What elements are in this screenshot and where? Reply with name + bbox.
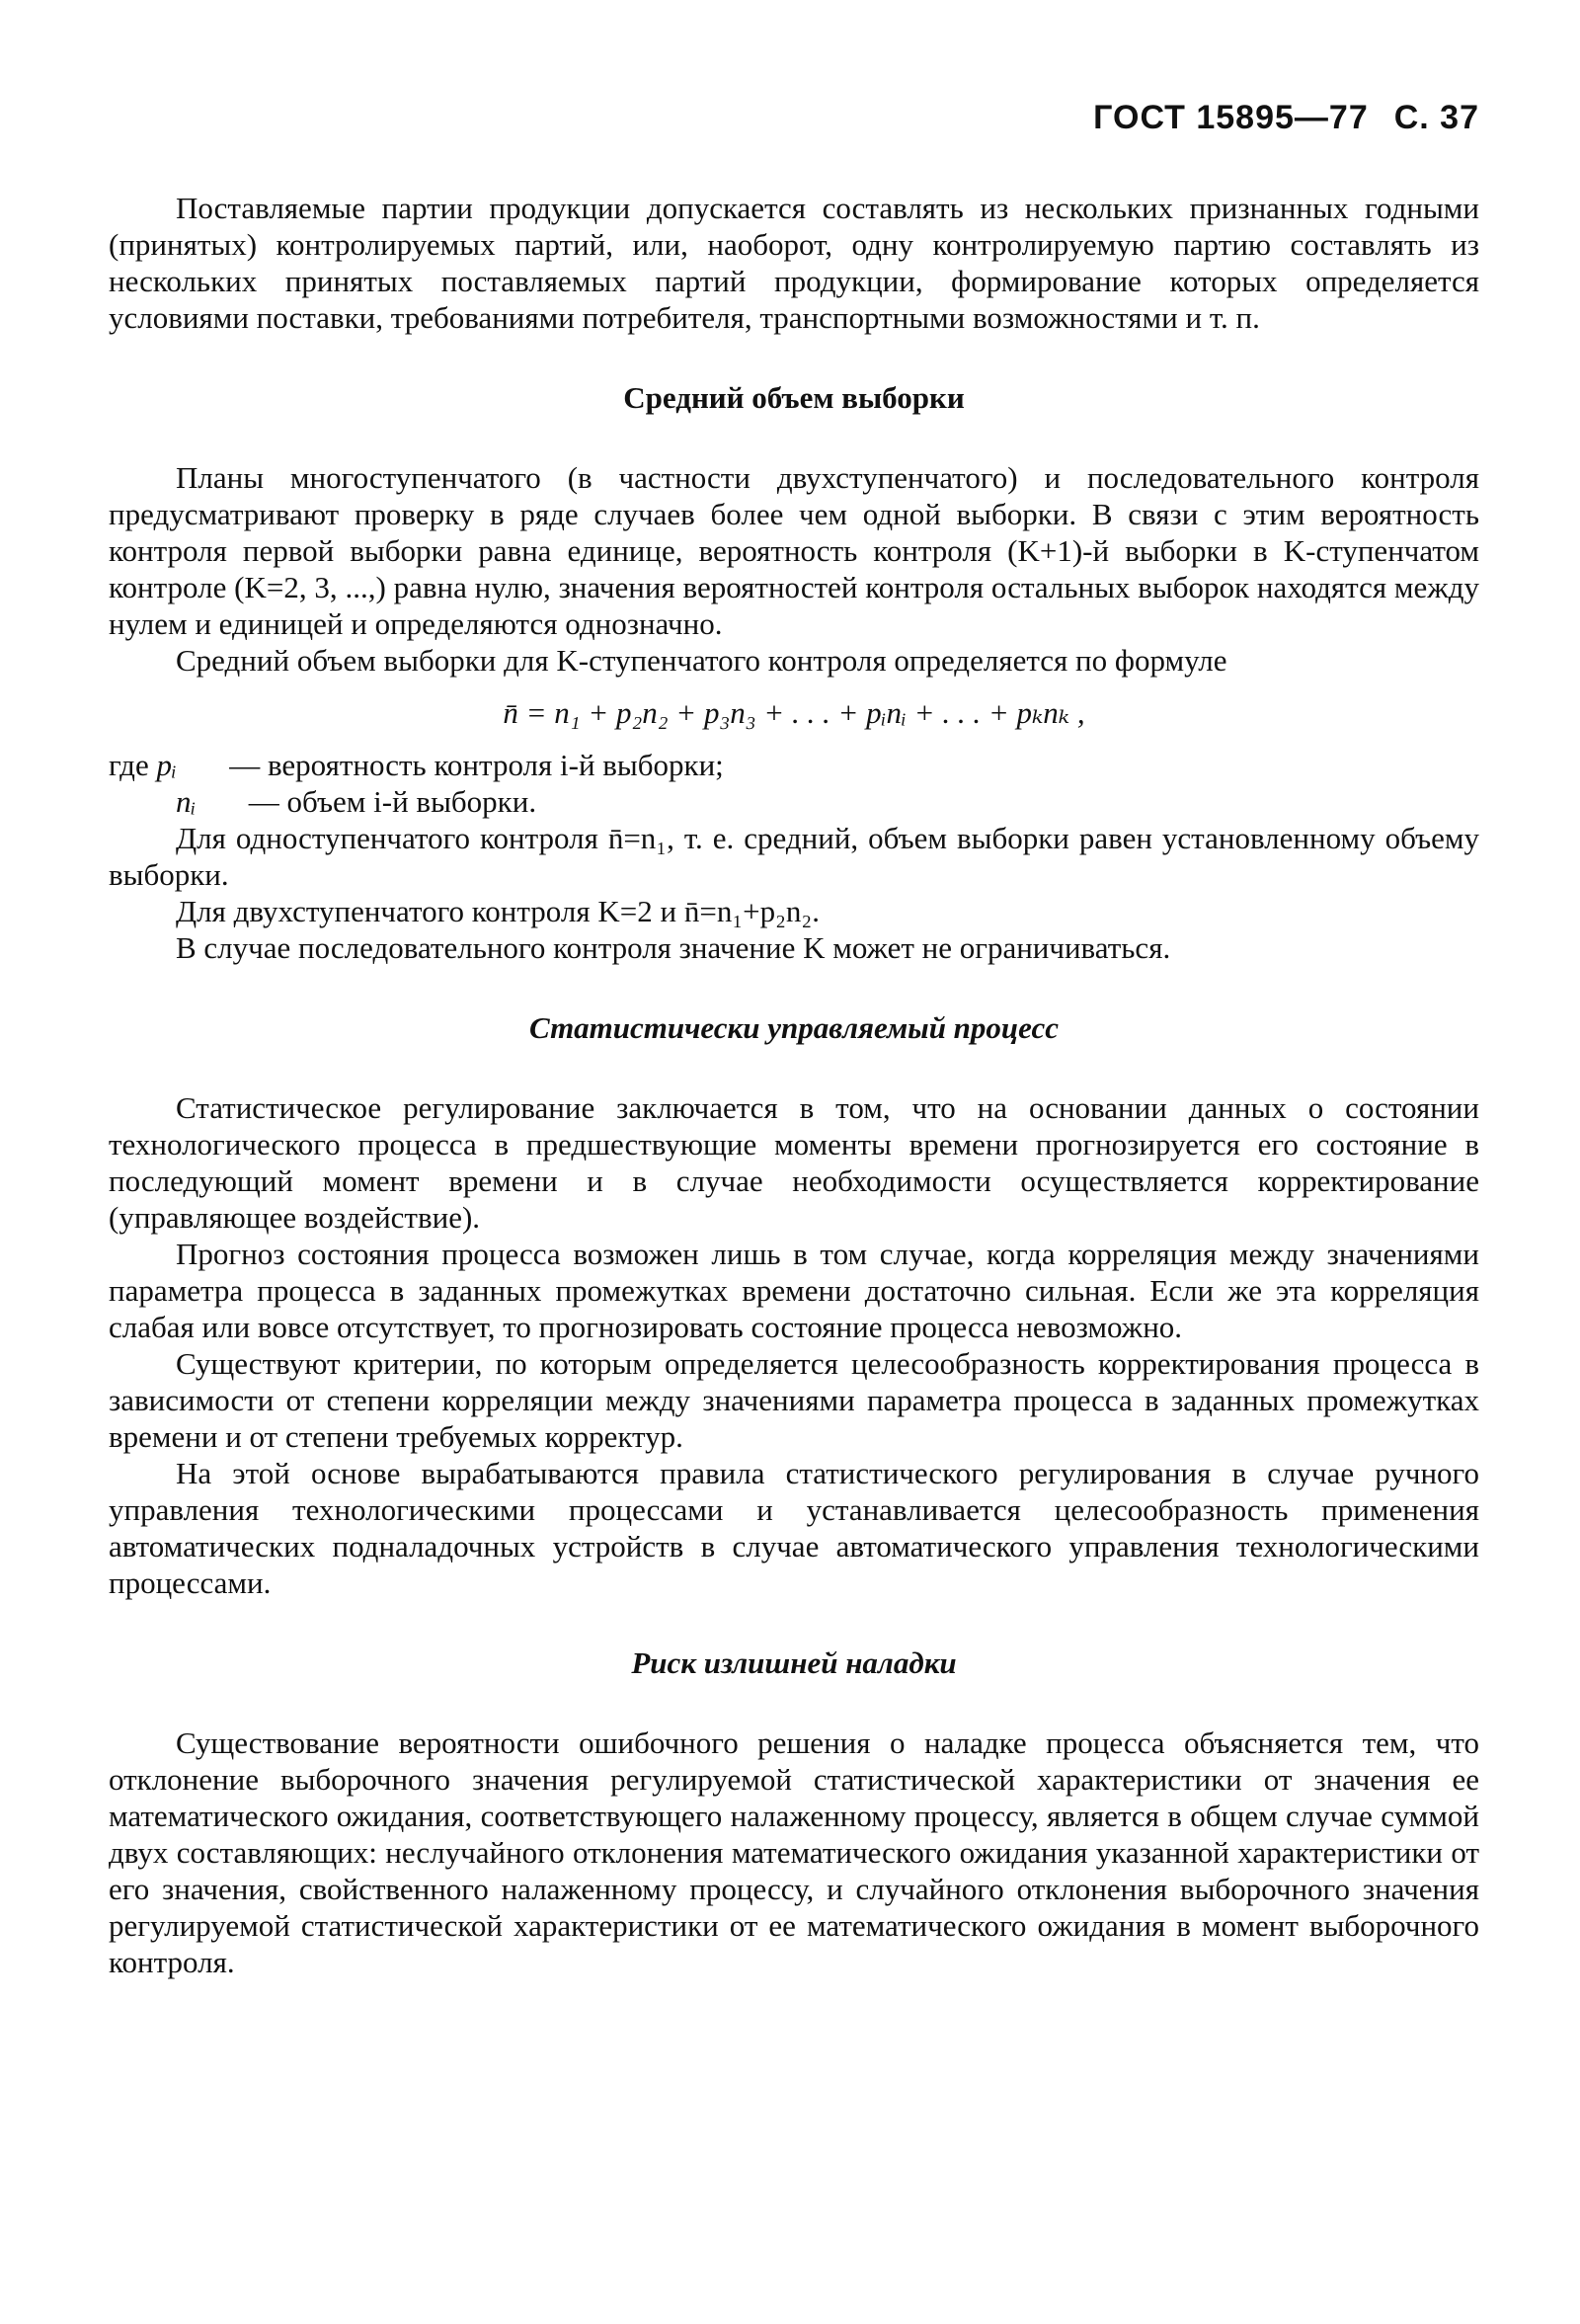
paragraph: Существуют критерии, по которым определяется целесообразность корректирования процесса в зависимости от степени корреляции между значениями параметра процесса в заданных промежутках времени и от степени требуемых корректур. — [109, 1346, 1479, 1454]
definition-prefix: где — [109, 748, 149, 782]
intro-paragraph: Поставляемые партии продукции допускается составлять из нескольких признанных годными (принятых) контролируемых партий, или, наоборот, одну контролируемую партию составлять из нескольких принятых поставляемых партий продукции, формирование которых определяется условиями поставки, требованиями потребителя, транспортными возможностями и т. п. — [109, 191, 1479, 335]
definition-text: — объем i-й выборки. — [248, 784, 537, 819]
definition-n — [109, 783, 1479, 820]
definition-p — [109, 747, 1479, 783]
paragraph: В случае последовательного контроля значение K может не ограничиваться. — [176, 930, 1171, 965]
standard-number: ГОСТ 15895—77 — [1093, 99, 1369, 136]
paragraph: Средний объем выборки для K-ступенчатого контроля определяется по формуле — [176, 643, 1227, 678]
page-content — [109, 190, 1479, 1980]
page-header — [1067, 99, 1479, 137]
paragraph: Планы многоступенчатого (в частности двухступенчатого) и последовательного контроля предусматривают проверку в ряде случаев более чем одной выборки. В связи с этим вероятность контроля первой выборки равна единице, вероятность контроля (K+1)-й выборки в K-ступенчатом контроле (K=2, 3, ...,) равна нулю, значения вероятностей контроля остальных выборок находятся между нулем и единицей и определяются однозначно. — [109, 460, 1479, 641]
paragraph: Прогноз состояния процесса возможен лишь в том случае, когда корреляция между значениями параметра процесса в заданных промежутках времени достаточно сильная. Если же эта корреляция слабая или вовсе отсутствует, то прогнозировать состояние процесса невозможно. — [109, 1237, 1479, 1344]
section-heading-average-sample: Средний объем выборки — [623, 380, 965, 415]
paragraph: Для двухступенчатого контроля K=2 и n̄=n₁+p₂n₂. — [176, 894, 820, 928]
formula-definitions — [109, 747, 1479, 820]
paragraph: На этой основе вырабатываются правила статистического регулирования в случае ручного управления технологическими процессами и устанавливается целесообразность применения автоматических подналадочных устройств в случае автоматического управления технологическими процессами. — [109, 1456, 1479, 1600]
paragraph: Для одноступенчатого контроля n̄=n₁, т. е. средний, объем выборки равен установленному объему выборки. — [109, 821, 1479, 892]
definition-symbol: nᵢ — [176, 784, 197, 819]
page-number: С. 37 — [1393, 99, 1479, 136]
formula: n̄ = n₁ + p₂n₂ + p₃n₃ + . . . + pᵢnᵢ + . . . + pₖnₖ , — [503, 695, 1085, 730]
paragraph: Существование вероятности ошибочного решения о наладке процесса объясняется тем, что отклонение выборочного значения регулируемой статистической характеристики от значения ее математического ожидания, соответствующего налаженному процессу, является в общем случае суммой двух составляющих: неслучайного отклонения математического ожидания указанной характеристики от его значения, свойственного налаженному процессу, и случайного отклонения выборочного значения регулируемой статистической характеристики от ее математического ожидания в момент выборочного контроля. — [109, 1725, 1479, 1979]
paragraph: Статистическое регулирование заключается в том, что на основании данных о состоянии технологического процесса в предшествующие моменты времени прогнозируется его состояние в последующий момент времени и в случае необходимости осуществляется корректирование (управляющее воздействие). — [109, 1090, 1479, 1235]
section-heading-overadjustment-risk: Риск излишней наладки — [631, 1645, 957, 1680]
definition-text: — вероятность контроля i-й выборки; — [229, 748, 724, 782]
definition-symbol: pᵢ — [156, 748, 177, 782]
section-heading-controlled-process: Статистически управляемый процесс — [528, 1010, 1060, 1045]
